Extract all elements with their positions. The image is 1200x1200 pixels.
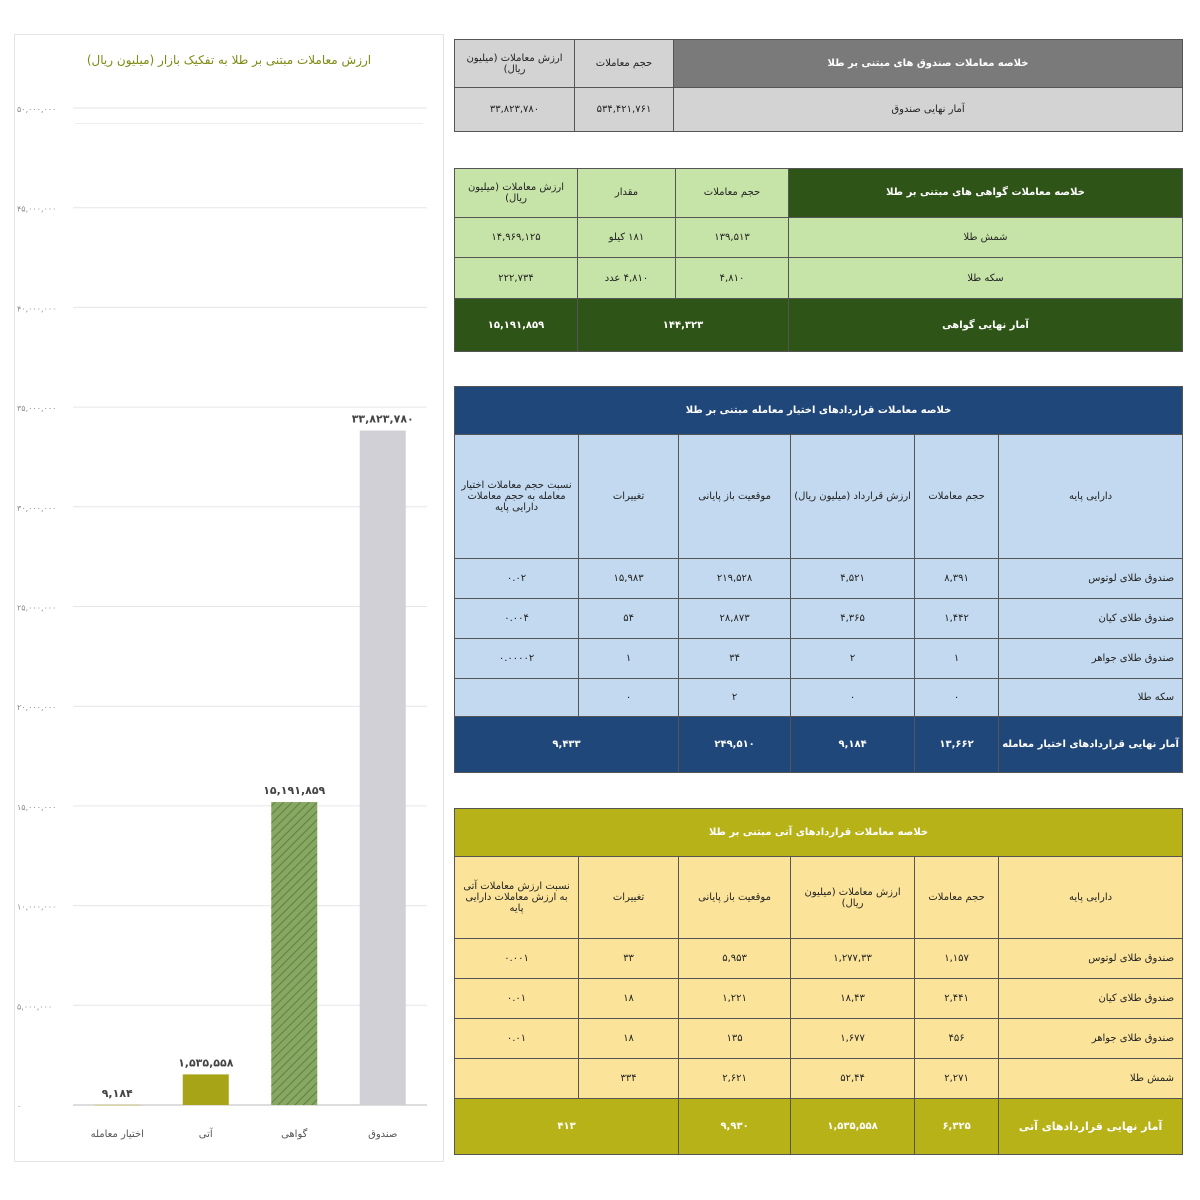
total-label: آمار نهایی قراردادهای آتی	[999, 1099, 1183, 1155]
column-header: ارزش معاملات (میلیون ریال)	[791, 857, 915, 939]
table-cell: ۱۸۱ کیلو	[578, 217, 676, 258]
total-cell: ۹,۹۳۰	[679, 1099, 791, 1155]
table-cell: ۲۲۲,۷۳۴	[455, 258, 578, 299]
table-title: خلاصه معاملات صندوق های مبتنی بر طلا	[674, 40, 1183, 88]
column-header: ارزش معاملات (میلیون ریال)	[455, 169, 578, 218]
x-tick-label: اختیار معامله	[90, 1129, 144, 1140]
table-cell: ۵۴	[579, 599, 679, 639]
table-title: خلاصه معاملات قراردادهای اختیار معامله مبتنی بر طلا	[455, 387, 1183, 435]
bar	[360, 431, 406, 1105]
total-cell: ۴۱۳	[455, 1099, 679, 1155]
table-cell: ۱	[915, 639, 999, 679]
table-cell: ۲,۴۴۱	[915, 979, 999, 1019]
y-tick-label: ۲۵,۰۰۰,۰۰۰	[17, 603, 57, 613]
row-label: آمار نهایی صندوق	[674, 88, 1183, 132]
row-label: صندوق طلای جواهر	[999, 1019, 1183, 1059]
table-cell: ۰.۰۰۴	[455, 599, 579, 639]
table-cell: ۲۸,۸۷۳	[679, 599, 791, 639]
row-label: صندوق طلای کیان	[999, 599, 1183, 639]
table-cell: ۴۵۶	[915, 1019, 999, 1059]
column-header: نسبت حجم معاملات اختیار معامله به حجم معاملات دارایی پایه	[455, 435, 579, 559]
row-label: صندوق طلای لوتوس	[999, 559, 1183, 599]
data-label: ۱,۵۳۵,۵۵۸	[178, 1056, 234, 1070]
total-cell: ۲۴۹,۵۱۰	[679, 717, 791, 773]
table-cell: ۱,۴۴۲	[915, 599, 999, 639]
column-header: دارایی پایه	[999, 857, 1183, 939]
table-cell: ۴,۳۶۵	[791, 599, 915, 639]
chart-panel	[14, 34, 444, 1162]
table-cell: ۵۲,۴۴	[791, 1059, 915, 1099]
row-label: شمش طلا	[789, 217, 1183, 258]
chart-title: ارزش معاملات مبتنی بر طلا به تفکیک بازار (میلیون ریال)	[86, 53, 372, 67]
column-header: مقدار	[578, 169, 676, 218]
y-tick-label: ۵۰,۰۰۰,۰۰۰	[17, 105, 57, 114]
table-cell: ۱,۲۲۱	[679, 979, 791, 1019]
x-tick-label: آتی	[198, 1129, 213, 1140]
table-cell: ۲	[791, 639, 915, 679]
table-cell: ۱۴,۹۶۹,۱۲۵	[455, 217, 578, 258]
table-cell: ۱۸,۴۳	[791, 979, 915, 1019]
table-cell: ۱۳۵	[679, 1019, 791, 1059]
table-cell: ۰.۰۰۱	[455, 939, 579, 979]
row-label: سکه طلا	[999, 679, 1183, 717]
table-cell: ۲,۲۷۱	[915, 1059, 999, 1099]
total-cell: ۱۴۴,۳۲۳	[578, 299, 789, 352]
y-tick-label: ۱۰,۰۰۰,۰۰۰	[17, 902, 57, 912]
table-cell: ۱,۱۵۷	[915, 939, 999, 979]
table-cell: ۱۸	[579, 1019, 679, 1059]
data-label: ۹,۱۸۴	[101, 1086, 133, 1100]
table-cell: ۲,۶۲۱	[679, 1059, 791, 1099]
table-cell: ۰.۰۰۰۰۲	[455, 639, 579, 679]
column-header: حجم معاملات	[575, 40, 674, 88]
y-tick-label: ۰	[17, 1102, 22, 1111]
x-tick-label: صندوق	[368, 1129, 398, 1140]
column-header: ارزش معاملات (میلیون ریال)	[455, 40, 575, 88]
table-cell: ۰	[915, 679, 999, 717]
row-label: صندوق طلای جواهر	[999, 639, 1183, 679]
y-tick-label: ۲۰,۰۰۰,۰۰۰	[17, 703, 57, 713]
total-label: آمار نهایی قراردادهای اختیار معامله	[999, 717, 1183, 773]
table-cell: ۱۵,۹۸۳	[579, 559, 679, 599]
row-label: سکه طلا	[789, 258, 1183, 299]
certificate-summary-table	[454, 168, 1183, 352]
x-tick-label: گواهی	[281, 1129, 308, 1140]
data-label: ۳۳,۸۲۳,۷۸۰	[351, 412, 414, 426]
table-cell: ۲	[679, 679, 791, 717]
total-label: آمار نهایی گواهی	[789, 299, 1183, 352]
table-title: خلاصه معاملات قراردادهای آتی مبتنی بر طلا	[455, 809, 1183, 857]
total-cell: ۹,۱۸۴	[791, 717, 915, 773]
table-cell: ۳۳,۸۲۳,۷۸۰	[455, 88, 575, 132]
row-label: صندوق طلای لوتوس	[999, 939, 1183, 979]
table-cell: ۵,۹۵۳	[679, 939, 791, 979]
total-cell: ۱۵,۱۹۱,۸۵۹	[455, 299, 578, 352]
table-cell: ۰	[791, 679, 915, 717]
total-cell: ۱۳,۶۶۲	[915, 717, 999, 773]
column-header: ارزش قرارداد (میلیون ریال)	[791, 435, 915, 559]
total-cell: ۶,۳۲۵	[915, 1099, 999, 1155]
table-cell: ۴,۸۱۰ عدد	[578, 258, 676, 299]
table-cell: ۱,۲۷۷,۳۳	[791, 939, 915, 979]
table-cell: ۳۳۴	[579, 1059, 679, 1099]
table-cell: ۱۸	[579, 979, 679, 1019]
y-tick-label: ۳۰,۰۰۰,۰۰۰	[17, 503, 57, 513]
column-header: حجم معاملات	[915, 857, 999, 939]
futures-summary-table	[454, 808, 1183, 1155]
table-cell	[455, 679, 579, 717]
table-cell: ۱,۶۷۷	[791, 1019, 915, 1059]
table-cell: ۳۳	[579, 939, 679, 979]
column-header: موقعیت باز پایانی	[679, 857, 791, 939]
y-tick-label: ۴۰,۰۰۰,۰۰۰	[17, 304, 57, 314]
bar	[271, 802, 317, 1105]
y-tick-label: ۳۵,۰۰۰,۰۰۰	[17, 404, 57, 414]
table-cell: ۰.۰۱	[455, 979, 579, 1019]
row-label: صندوق طلای کیان	[999, 979, 1183, 1019]
table-cell: ۰.۰۱	[455, 1019, 579, 1059]
total-cell: ۱,۵۳۵,۵۵۸	[791, 1099, 915, 1155]
y-tick-label: ۴۵,۰۰۰,۰۰۰	[17, 204, 57, 214]
table-cell	[455, 1059, 579, 1099]
table-cell: ۰.۰۲	[455, 559, 579, 599]
table-cell: ۵۳۴,۴۲۱,۷۶۱	[575, 88, 674, 132]
column-header: موقعیت باز پایانی	[679, 435, 791, 559]
column-header: حجم معاملات	[676, 169, 789, 218]
table-cell: ۴,۸۱۰	[676, 258, 789, 299]
fund-summary-table	[454, 39, 1183, 132]
bar-chart	[15, 35, 443, 1161]
options-summary-table	[454, 386, 1183, 773]
table-cell: ۱۳۹,۵۱۳	[676, 217, 789, 258]
column-header: تغییرات	[579, 435, 679, 559]
bar	[94, 1105, 140, 1106]
table-cell: ۲۱۹,۵۲۸	[679, 559, 791, 599]
table-title: خلاصه معاملات گواهی های مبتنی بر طلا	[789, 169, 1183, 218]
table-cell: ۰	[579, 679, 679, 717]
column-header: نسبت ارزش معاملات آتی به ارزش معاملات دارایی پایه	[455, 857, 579, 939]
total-cell: ۹,۴۳۳	[455, 717, 679, 773]
column-header: دارایی پایه	[999, 435, 1183, 559]
table-cell: ۸,۳۹۱	[915, 559, 999, 599]
bar	[183, 1074, 229, 1105]
y-tick-label: ۱۵,۰۰۰,۰۰۰	[17, 802, 57, 812]
table-cell: ۱	[579, 639, 679, 679]
y-tick-label: ۵,۰۰۰,۰۰۰	[17, 1002, 53, 1012]
column-header: حجم معاملات	[915, 435, 999, 559]
row-label: شمش طلا	[999, 1059, 1183, 1099]
table-cell: ۳۴	[679, 639, 791, 679]
data-label: ۱۵,۱۹۱,۸۵۹	[263, 784, 326, 798]
column-header: تغییرات	[579, 857, 679, 939]
table-cell: ۴,۵۲۱	[791, 559, 915, 599]
